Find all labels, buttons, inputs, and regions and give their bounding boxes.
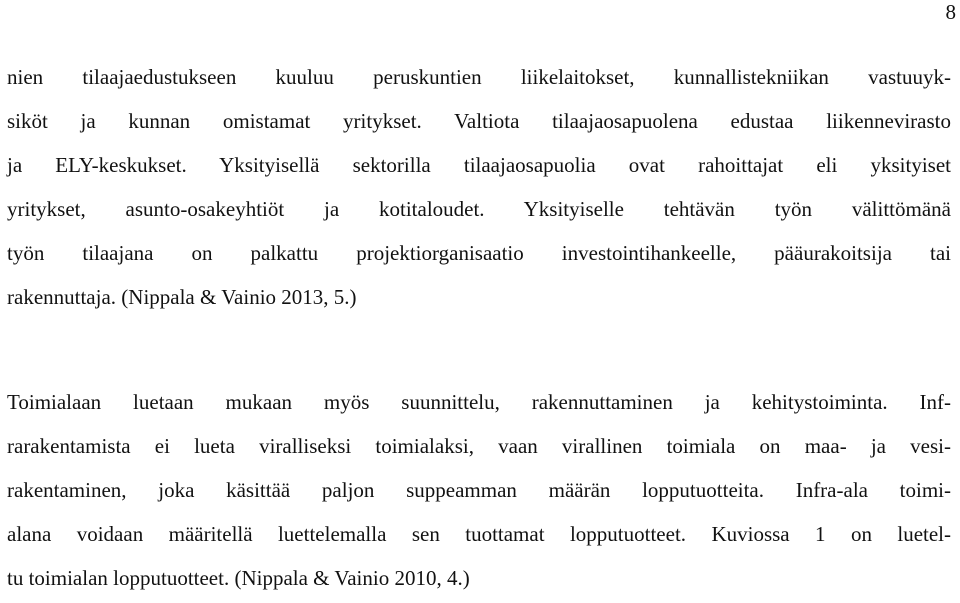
- paragraph-2: [7, 380, 951, 600]
- paragraph-line: tu toimialan lopputuotteet. (Nippala & Vainio 2010, 4.): [7, 566, 470, 590]
- paragraph-line: siköt ja kunnan omistamat yritykset. Valtiota tilaajaosapuolena edustaa liikennevirasto: [7, 109, 951, 133]
- page-number: 8: [945, 0, 956, 24]
- paragraph-line: yritykset, asunto-osakeyhtiöt ja kotitaloudet. Yksityiselle tehtävän työn välittömänä: [7, 197, 951, 221]
- paragraph-line: nien tilaajaedustukseen kuuluu peruskuntien liikelaitokset, kunnallistekniikan vastuuyk-: [7, 65, 951, 89]
- paragraph-line: Toimialaan luetaan mukaan myös suunnittelu, rakennuttaminen ja kehitystoiminta. Inf-: [7, 390, 951, 414]
- paragraph-line: ja ELY-keskukset. Yksityisellä sektorilla tilaajaosapuolia ovat rahoittajat eli yksityiset: [7, 153, 951, 177]
- paragraph-line: työn tilaajana on palkattu projektiorganisaatio investointihankeelle, pääurakoitsija tai: [7, 241, 951, 265]
- paragraph-line: rarakentamista ei lueta viralliseksi toimialaksi, vaan virallinen toimiala on maa- ja vesi-: [7, 434, 951, 458]
- paragraph-line: rakennuttaja. (Nippala & Vainio 2013, 5.): [7, 285, 357, 309]
- paragraph-line: alana voidaan määritellä luettelemalla sen tuottamat lopputuotteet. Kuviossa 1 on luetel-: [7, 522, 951, 546]
- paragraph-line: rakentaminen, joka käsittää paljon suppeamman määrän lopputuotteita. Infra-ala toimi-: [7, 478, 951, 502]
- paragraph-1: [7, 55, 951, 319]
